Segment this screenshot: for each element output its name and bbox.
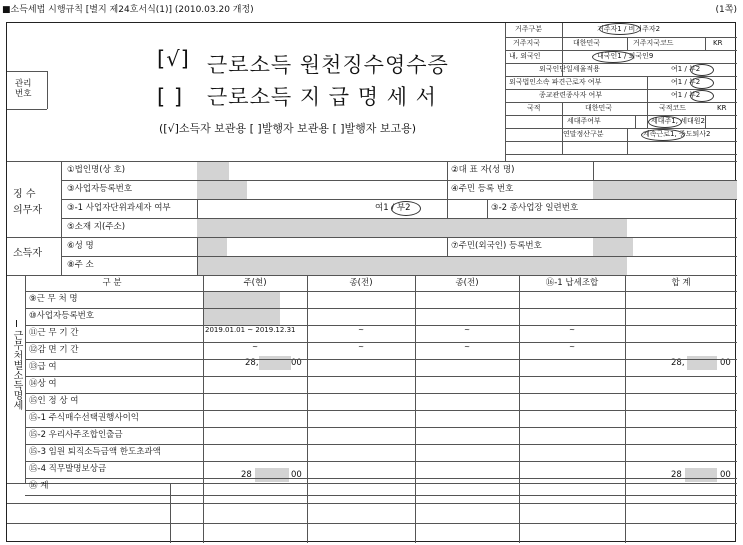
title-check-2: [ ]: [157, 85, 184, 109]
residence-value: 거주자1 / 비거주자2: [597, 25, 661, 33]
salary-current-a: 28,: [245, 358, 259, 368]
flat-rate-label: 외국인단일세율적용: [539, 65, 600, 73]
row-label: ⑮인 정 상 여: [29, 396, 79, 406]
religious-label: 종교관련종사자 여부: [539, 91, 603, 99]
work-period-current: 2019.01.01 ~ 2019.12.31: [205, 326, 296, 334]
religious-value: 여1 / 부2: [671, 91, 701, 99]
settlement-value: 계속근로1, 중도퇴사2: [643, 130, 711, 138]
residence-label: 거주구분: [515, 25, 543, 33]
salary-total-b: 00: [720, 358, 731, 368]
branch-serial-label: ③-2 종사업장 일련번호: [491, 203, 579, 213]
row-label: ⑮-2 우리사주조합인출금: [29, 430, 123, 440]
nationality-label: 국적: [527, 104, 541, 112]
title-withholding-receipt: 근로소득 원천징수영수증: [207, 53, 449, 77]
section-side-label: Ⅰ근무처별소득명세: [11, 319, 22, 410]
row-label: ⑬급 여: [29, 362, 57, 372]
row-label: ⑪근 무 기 간: [29, 328, 79, 338]
corp-name-label: ①법인명(상 호): [67, 165, 126, 175]
representative-label: ②대 표 자(성 명): [451, 165, 515, 175]
work-period-previous-2: ~: [464, 326, 470, 334]
reduction-period-union: ~: [569, 343, 575, 351]
salary-current-b: 00: [291, 358, 302, 368]
nationality-type-value: 내국인1 / 외국인9: [597, 52, 654, 60]
regulation-text: ■소득세법 시행규칙 [별지 제24호서식(1)] (2010.03.20 개정): [2, 5, 254, 15]
payer-group-label: 징 수 의무자: [13, 189, 42, 216]
col-category: 구 분: [102, 278, 122, 288]
title-purpose: ([√]소득자 보관용 [ ]발행자 보관용 [ ]발행자 보고용): [159, 122, 417, 135]
nationality-type-label: 내, 외국인: [509, 52, 541, 60]
earner-regno-label: ⑦주민(외국인) 등록번호: [451, 241, 542, 251]
sum-current-redacted: [255, 468, 289, 482]
row-label: ⑩사업자등록번호: [29, 311, 95, 321]
top-line: [0, 0, 743, 16]
col-tax-union: ⑯-1 납세조합: [545, 278, 599, 288]
reduction-period-previous-2: ~: [464, 343, 470, 351]
row-label: ⑭상 여: [29, 379, 57, 389]
residence-country-label: 거주지국: [513, 39, 541, 47]
col-previous-2: 종(전): [455, 278, 479, 288]
earner-regno-redacted: [593, 238, 633, 256]
unit-tax-value: 여1 / 부2: [375, 203, 411, 213]
payer-address-label: ⑤소재 지(주소): [67, 222, 126, 232]
sum-current-b: 00: [291, 470, 302, 480]
householder-value: 세대주1, 세대원2: [651, 117, 705, 125]
reduction-period-previous-1: ~: [358, 343, 364, 351]
residence-code-label: 거주지국코드: [633, 39, 674, 47]
flat-rate-value: 여1 / 부2: [671, 65, 701, 73]
dispatched-label: 외국법인소속 파견근로자 여부: [509, 78, 602, 86]
row-label: ⑯ 계: [29, 481, 49, 491]
manage-number-label: 관리 번호: [15, 79, 32, 100]
residence-code-value: KR: [713, 39, 723, 47]
form-frame: [6, 22, 736, 542]
col-total: 합 계: [671, 278, 691, 288]
earner-address-redacted: [197, 257, 627, 275]
nationality-code-label: 국적코드: [659, 104, 687, 112]
sum-current-a: 28: [241, 470, 252, 480]
earner-group-label: 소득자: [13, 248, 42, 259]
work-period-union: ~: [569, 326, 575, 334]
earner-name-redacted: [197, 238, 227, 256]
nationality-code-value: KR: [717, 104, 727, 112]
dispatched-value: 여1 / 부2: [671, 78, 701, 86]
sum-total-a: 28: [671, 470, 682, 480]
earner-name-label: ⑥성 명: [67, 241, 94, 251]
biz-number-label: ③사업자등록번호: [67, 184, 133, 194]
sum-total-b: 00: [720, 470, 731, 480]
nationality-value: 대한민국: [585, 104, 613, 112]
payer-address-redacted: [197, 219, 627, 237]
col-current: 주(현): [243, 278, 267, 288]
sum-total-redacted: [685, 468, 717, 482]
salary-total-a: 28,: [671, 358, 685, 368]
biz-number-redacted: [197, 181, 247, 199]
col-previous-1: 종(전): [349, 278, 373, 288]
resident-number-label: ④주민 등록 번호: [451, 184, 514, 194]
unit-tax-label: ③-1 사업자단위과세자 여부: [67, 203, 171, 213]
row-label: ⑮-1 주식매수선택권행사이익: [29, 413, 139, 423]
reduction-period-current: ~: [252, 343, 258, 351]
earner-address-label: ⑧주 소: [67, 260, 94, 270]
row-label: ⑮-3 임원 퇴직소득금액 한도초과액: [29, 447, 161, 457]
row-label: ⑨근 무 처 명: [29, 294, 78, 304]
title-payment-statement: 근로소득 지 급 명 세 서: [207, 85, 437, 109]
row-label: ⑫감 면 기 간: [29, 345, 79, 355]
resident-number-redacted: [593, 181, 737, 199]
householder-label: 세대주여부: [567, 117, 601, 125]
settlement-label: 연말정산구분: [563, 130, 604, 138]
title-check-1: [√]: [157, 47, 190, 71]
residence-country-value: 대한민국: [573, 39, 601, 47]
work-period-previous-1: ~: [358, 326, 364, 334]
page-number: (1쪽): [715, 5, 737, 15]
row-label: ⑮-4 직무발명보상금: [29, 464, 107, 474]
corp-name-redacted: [197, 162, 229, 180]
